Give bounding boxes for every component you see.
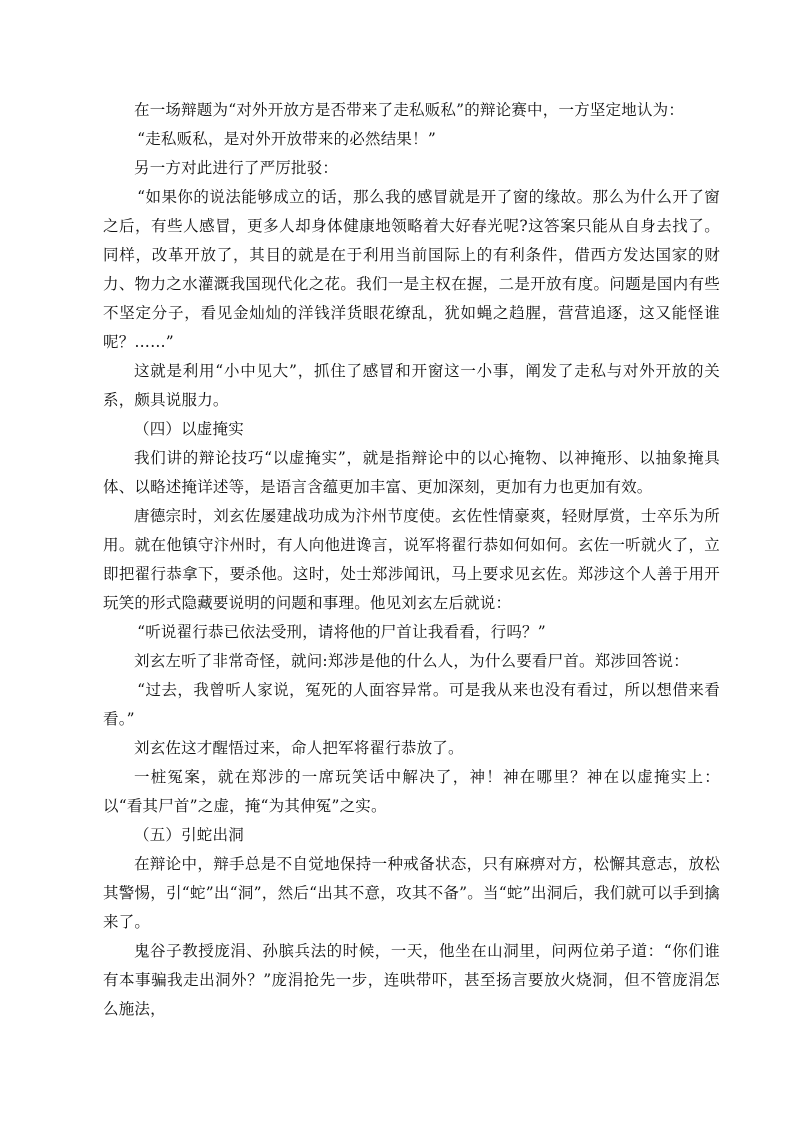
section-heading-4: （四）以虚掩实 (134, 420, 244, 438)
paragraph-rebuttal-intro: 另一方对此进行了严厉批驳： (134, 159, 339, 177)
paragraph-section4-definition: 我们讲的辩论技巧“以虚掩实”，就是指辩论中的以心掩物、以神掩形、以抽象掩具体、以略述掩详述等，是语言含蕴更加丰富、更加深刻，更加有力也更加有效。 (103, 449, 720, 496)
paragraph-liu-release: 刘玄佐这才醒悟过来，命人把军将翟行恭放了。 (134, 739, 464, 757)
section-heading-5: （五）引蛇出洞 (134, 826, 244, 844)
paragraph-section5-definition: 在辩论中，辩手总是不自觉地保持一种戒备状态，只有麻痹对方，松懈其意志，放松其警惕，引“蛇”出“洞”，然后“出其不意，攻其不备”。当“蛇”出洞后，我们就可以手到擒来了。 (103, 855, 720, 931)
paragraph-story-guiguzi: 鬼谷子教授庞涓、孙膑兵法的时候，一天，他坐在山洞里，问两位弟子道：“你们谁有本事骗我走出洞外？”庞涓抢先一步，连哄带吓，甚至扬言要放火烧洞，但不管庞涓怎么施法， (103, 942, 720, 1018)
paragraph-quote-zheng-she-1: “听说翟行恭已依法受刑，请将他的尸首让我看看，行吗？” (137, 623, 546, 641)
paragraph-quote-smuggling: “走私贩私，是对外开放带来的必然结果！” (137, 130, 436, 148)
paragraph-section4-conclusion: 一桩冤案，就在郑涉的一席玩笑话中解决了，神！神在哪里？神在以虚掩实上：以“看其尸首”之虚，掩“为其伸冤”之实。 (103, 768, 720, 815)
paragraph-story-liu-xuanzuo: 唐德宗时，刘玄佐屡建战功成为汴州节度使。玄佐性情豪爽，轻财厚赏，士卒乐为所用。就在他镇守汴州时，有人向他进谗言，说军将翟行恭如何如何。玄佐一听就火了，立即把翟行恭拿下，要杀他。这时，处士郑涉闻讯，马上要求见玄佐。郑涉这个人善于用开玩笑的形式隐藏要说明的问题和事理。他见刘玄左后就说： (103, 507, 720, 612)
paragraph-quote-zheng-she-2: “过去，我曾听人家说，冤死的人面容异常。可是我从来也没有看过，所以想借来看看。” (103, 681, 720, 728)
document-body (103, 96, 720, 1024)
paragraph-rebuttal-quote: “如果你的说法能够成立的话，那么我的感冒就是开了窗的缘故。那么为什么开了窗之后，有些人感冒，更多人却身体健康地领略着大好春光呢?这答案只能从自身去找了。同样，改革开放了，其目的就是在于利用当前国际上的有利条件，借西方发达国家的财力、物力之水灌溉我国现代化之花。我们一是主权在握，二是开放有度。问题是国内有些不坚定分子，看见金灿灿的洋钱洋货眼花缭乱，犹如蝇之趋腥，营营追逐，这又能怪谁呢？……” (103, 188, 720, 351)
paragraph-liu-question: 刘玄左听了非常奇怪，就问:郑涉是他的什么人，为什么要看尸首。郑涉回答说： (134, 652, 689, 670)
paragraph-debate-intro: 在一场辩题为“对外开放方是否带来了走私贩私”的辩论赛中，一方坚定地认为： (134, 101, 685, 119)
paragraph-rebuttal-summary: 这就是利用“小中见大”，抓住了感冒和开窗这一小事，阐发了走私与对外开放的关系，颇具说服力。 (103, 362, 720, 409)
